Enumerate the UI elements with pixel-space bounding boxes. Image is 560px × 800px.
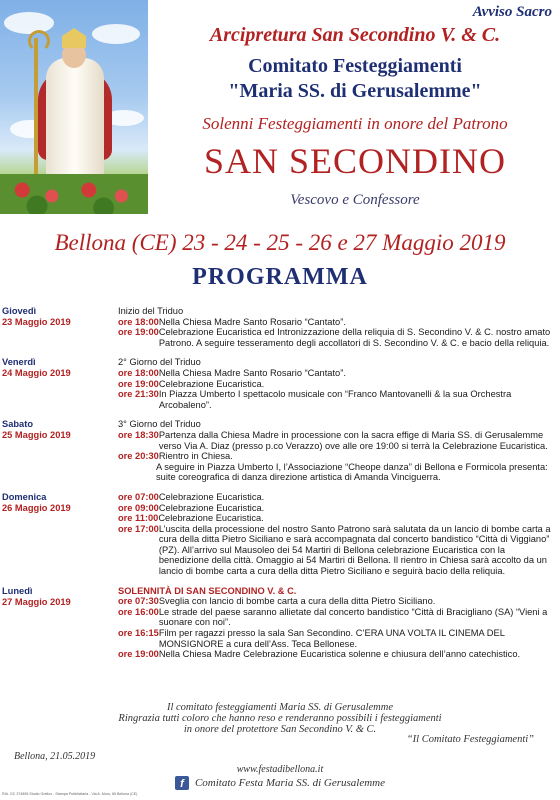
day-body xyxy=(118,357,552,410)
event-text: Rientro in Chiesa. xyxy=(158,451,233,462)
event-text: Celebrazione Eucaristica. xyxy=(158,491,265,502)
event-time: ore 07:00 xyxy=(118,491,159,502)
event-row xyxy=(118,327,552,348)
day-block xyxy=(0,357,560,410)
day-title: SOLENNITÀ DI SAN SECONDINO V. & C. xyxy=(118,585,297,596)
day-title: Inizio del Triduo xyxy=(118,306,184,316)
event-time: ore 18:00 xyxy=(118,316,159,327)
event-time: ore 21:30 xyxy=(118,389,159,400)
solenni-subtitle: Solenni Festeggiamenti in onore del Patrono xyxy=(202,114,508,133)
event-time xyxy=(118,462,156,483)
event-text: In Piazza Umberto I spettacolo musicale con “Franco Mantovanelli & la sua Orchestra Arcobaleno”. xyxy=(158,389,512,410)
day-date: 26 Maggio 2019 xyxy=(2,502,71,513)
facebook-link[interactable] xyxy=(0,776,560,790)
day-block xyxy=(0,306,560,348)
day-date: 24 Maggio 2019 xyxy=(2,368,71,379)
event-text: Nella Chiesa Madre Santo Rosario “Cantato”. xyxy=(158,367,346,378)
place-date: Bellona, 21.05.2019 xyxy=(14,751,96,762)
footer-thanks xyxy=(0,702,560,735)
event-text: Le strade del paese saranno allietate dal concerto bandistico “Città di Bracigliano (SA) “Vieni a suonare con noi”. xyxy=(158,606,548,628)
event-dates: Bellona (CE) 23 - 24 - 25 - 26 e 27 Maggio 2019 xyxy=(54,230,506,255)
day-date: 27 Maggio 2019 xyxy=(2,596,71,607)
maria-heading: "Maria SS. di Gerusalemme" xyxy=(228,80,482,102)
page-title: SAN SECONDINO xyxy=(203,141,507,181)
event-row xyxy=(118,492,552,503)
event-text: A seguire in Piazza Umberto I, l’Associazione “Cheope danza” di Bellona e Formicola presenta: suite coreografica di danza direzione artistica di Amanda Vinciguerra. xyxy=(156,461,548,483)
event-text: L’uscita della processione del nostro Santo Patrono sarà salutata da un lancio di bombe carta a cura della ditta Pietro Siciliano e sarà accompagnata dal concerto bandistico “Città di Viggiano” (PZ). All’arrivo sul Mausoleo dei 54 Martiri di Bellona celebrazione Eucaristica con la benedizione della città. Omaggio ai 54 Martiri di Bellona. Il rientro in Chiesa sarà accolto da un lancio di bombe carta a cura della ditta Pietro Siciliano e seguirà bacio della reliquia. xyxy=(158,523,551,577)
event-row xyxy=(118,430,552,451)
facebook-page-name: Comitato Festa Maria SS. di Gerusalemme xyxy=(194,777,386,789)
saint-statue-image xyxy=(0,0,148,214)
day-name: Lunedì xyxy=(2,585,33,596)
event-row xyxy=(118,462,552,483)
event-row xyxy=(118,628,552,649)
avviso-sacro-label: Avviso Sacro xyxy=(472,4,552,20)
event-time: ore 20:30 xyxy=(118,451,159,462)
event-time: ore 19:00 xyxy=(118,327,159,338)
event-text: Sveglia con lancio di bombe carta a cura della ditta Pietro Siciliano. xyxy=(158,596,436,607)
event-time: ore 16:00 xyxy=(118,606,159,617)
event-time: ore 17:00 xyxy=(118,523,159,534)
facebook-icon: f xyxy=(175,776,189,790)
event-time: ore 19:00 xyxy=(118,378,159,389)
event-row xyxy=(118,503,552,514)
printer-credit: RIA. GC 374895 Studio Grafico - Stampa Pubblicitaria - Via A. Moro, 65 Bellona (CE) xyxy=(2,792,138,796)
day-body xyxy=(118,419,552,483)
day-body xyxy=(118,586,552,660)
day-title: 2° Giorno del Triduo xyxy=(118,357,201,368)
arcipretura-heading: Arcipretura San Secondino V. & C. xyxy=(209,24,501,46)
day-name: Domenica xyxy=(2,491,47,502)
event-text: Film per ragazzi presso la sala San Secondino. C’ERA UNA VOLTA IL CINEMA DEL MONSIGNORE a cura dell’Ass. Teca Bellonese. xyxy=(158,628,505,649)
event-time: ore 16:15 xyxy=(118,628,159,639)
day-title: 3° Giorno del Triduo xyxy=(118,419,201,430)
event-text: Celebrazione Eucaristica. xyxy=(158,378,265,389)
programma-heading: PROGRAMMA xyxy=(192,264,368,290)
comitato-heading: Comitato Festeggiamenti xyxy=(248,55,462,77)
event-row xyxy=(118,389,552,410)
website-link[interactable]: www.festadibellona.it xyxy=(236,764,324,775)
day-block xyxy=(0,492,560,577)
event-time: ore 09:00 xyxy=(118,502,159,513)
day-body xyxy=(118,306,552,348)
event-row xyxy=(118,451,552,462)
event-row xyxy=(118,513,552,524)
day-body xyxy=(118,492,552,577)
event-time: ore 07:30 xyxy=(118,596,159,607)
day-block xyxy=(0,419,560,483)
schedule xyxy=(0,306,560,669)
event-row xyxy=(118,596,552,607)
day-name: Giovedì xyxy=(2,306,37,316)
event-text: Partenza dalla Chiesa Madre in processione con la sacra effige di Maria SS. di Gerusalemme verso Via A. Diaz (presso p.co Verazzo) ove alle ore 19:00 si terrà la Celebrazione Eucaristica. xyxy=(158,429,548,451)
event-text: Nella Chiesa Madre Santo Rosario “Cantato”. xyxy=(158,316,346,327)
vescovo-subtitle: Vescovo e Confessore xyxy=(290,192,420,208)
event-row xyxy=(118,317,552,328)
footer-line-1: Il comitato festeggiamenti Maria SS. di Gerusalemme xyxy=(166,702,393,713)
footer-line-3: in onore del protettore San Secondino V. & C. xyxy=(183,724,377,735)
day-name: Venerdì xyxy=(2,357,36,368)
event-time: ore 18:30 xyxy=(118,429,159,440)
event-row xyxy=(118,524,552,577)
event-time: ore 11:00 xyxy=(118,513,159,524)
day-block xyxy=(0,586,560,660)
signature: “Il Comitato Festeggiamenti” xyxy=(406,734,534,745)
day-name: Sabato xyxy=(2,419,33,430)
day-date: 23 Maggio 2019 xyxy=(2,317,71,327)
event-text: Celebrazione Eucaristica. xyxy=(158,502,265,513)
event-text: Celebrazione Eucaristica ed Intronizzazione della reliquia di S. Secondino V. & C. nostro amato Patrono. A seguire tesseramento degli accollatori di S. Secondino V. & C. e bacio della reliquia. xyxy=(158,327,551,348)
event-row xyxy=(118,368,552,379)
event-row xyxy=(118,607,552,628)
day-date: 25 Maggio 2019 xyxy=(2,430,71,441)
event-row xyxy=(118,379,552,390)
event-time: ore 18:00 xyxy=(118,367,159,378)
event-text: Nella Chiesa Madre Celebrazione Eucaristica solenne e chiusura dell’anno catechistico. xyxy=(158,649,521,660)
footer-line-2: Ringrazia tutti coloro che hanno reso e renderanno possibili i festeggiamenti xyxy=(118,713,442,724)
event-row xyxy=(118,649,552,660)
event-text: Celebrazione Eucaristica. xyxy=(158,513,264,524)
event-time: ore 19:00 xyxy=(118,649,159,660)
